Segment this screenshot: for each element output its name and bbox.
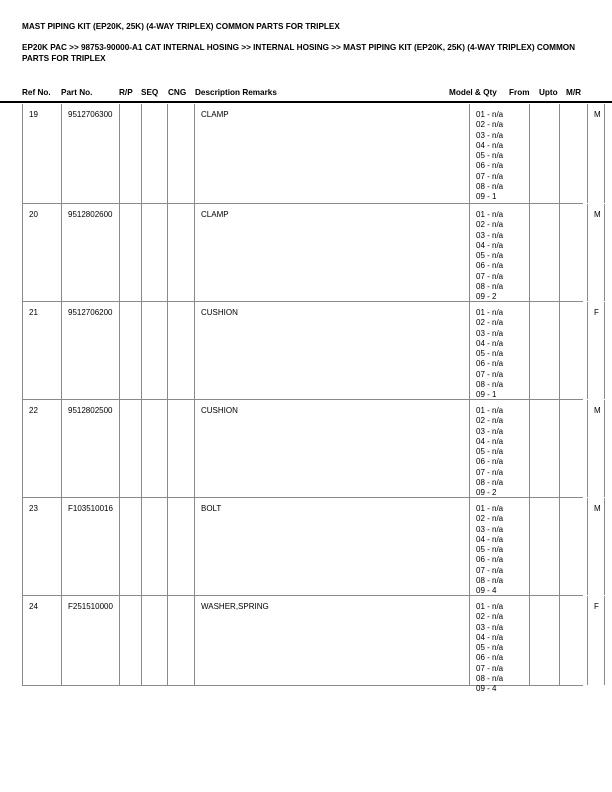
model-qty-line: 05 - n/a	[476, 251, 504, 261]
cng-cell	[167, 400, 194, 497]
model-qty-line: 01 - n/a	[476, 110, 504, 119]
upto-cell	[559, 204, 587, 301]
model-qty-line: 03 - n/a	[476, 622, 504, 632]
document-title: MAST PIPING KIT (EP20K, 25K) (4-WAY TRIPLEX) COMMON PARTS FOR TRIPLEX	[22, 22, 340, 31]
table-row	[22, 400, 601, 498]
model-qty-line: 08 - n/a	[476, 182, 504, 192]
model-qty-line: 02 - n/a	[476, 120, 504, 130]
model-qty-line: 09 - 1	[476, 192, 497, 202]
model-qty-line: 05 - n/a	[476, 447, 504, 457]
model-qty-line: 03 - n/a	[476, 426, 504, 436]
part-no-cell: F251510000	[61, 596, 119, 685]
col-upto: Upto	[539, 88, 558, 97]
description-cell: BOLT	[194, 498, 469, 595]
model-qty-line: 02 - n/a	[476, 612, 504, 622]
ref-no-cell: 23	[22, 498, 61, 595]
model-qty-line: 08 - n/a	[476, 674, 504, 684]
part-no-cell: 9512802600	[61, 204, 119, 301]
rp-cell	[119, 498, 141, 595]
part-no-cell: 9512706200	[61, 302, 119, 399]
seq-cell	[141, 104, 167, 203]
cng-cell	[167, 498, 194, 595]
seq-cell	[141, 204, 167, 301]
col-seq: SEQ	[141, 88, 159, 97]
seq-cell	[141, 400, 167, 497]
model-qty-line: 03 - n/a	[476, 524, 504, 534]
model-qty-line: 01 - n/a	[476, 308, 504, 317]
model-qty-line: 04 - n/a	[476, 632, 504, 642]
mr-cell: F	[587, 596, 605, 685]
breadcrumb: EP20K PAC >> 98753-90000-A1 CAT INTERNAL HOSING >> INTERNAL HOSING >> MAST PIPING KIT (EP20K, 25K) (4-WAY TRIPLEX) COMMON PARTS FOR TRIPLEX	[22, 43, 576, 63]
col-part-no: Part No.	[61, 88, 93, 97]
model-qty-line: 06 - n/a	[476, 653, 504, 663]
parts-table	[22, 104, 601, 694]
ref-no-cell: 20	[22, 204, 61, 301]
from-cell	[529, 204, 559, 301]
model-qty-line: 09 - 4	[476, 684, 497, 694]
from-cell	[529, 498, 559, 595]
upto-cell	[559, 302, 587, 399]
col-ref-no: Ref No.	[22, 88, 51, 97]
rp-cell	[119, 596, 141, 685]
model-qty-line: 05 - n/a	[476, 151, 504, 161]
description-cell: CLAMP	[194, 104, 469, 203]
table-row	[22, 596, 599, 694]
model-qty-line: 05 - n/a	[476, 643, 504, 653]
ref-no-cell: 19	[22, 104, 61, 203]
upto-cell	[559, 498, 587, 595]
model-qty-line: 08 - n/a	[476, 576, 504, 586]
cng-cell	[167, 104, 194, 203]
model-qty-line: 06 - n/a	[476, 359, 504, 369]
rp-cell	[119, 302, 141, 399]
rp-cell	[119, 204, 141, 301]
col-rp: R/P	[119, 88, 133, 97]
model-qty-line: 02 - n/a	[476, 514, 504, 524]
model-qty-line: 09 - 1	[476, 390, 497, 400]
from-cell	[529, 400, 559, 497]
model-qty-line: 09 - 2	[476, 292, 497, 302]
model-qty-line: 06 - n/a	[476, 161, 504, 171]
model-qty-line: 02 - n/a	[476, 318, 504, 328]
cng-cell	[167, 302, 194, 399]
description-cell: CLAMP	[194, 204, 469, 301]
mr-cell: F	[587, 302, 605, 399]
table-row	[22, 104, 601, 204]
model-qty-line: 04 - n/a	[476, 338, 504, 348]
model-qty-cell	[469, 596, 529, 694]
mr-cell: M	[587, 400, 605, 497]
mr-cell: M	[587, 104, 605, 203]
description-cell: CUSHION	[194, 302, 469, 399]
model-qty-line: 04 - n/a	[476, 436, 504, 446]
ref-no-cell: 21	[22, 302, 61, 399]
model-qty-line: 04 - n/a	[476, 240, 504, 250]
col-cng: CNG	[168, 88, 187, 97]
seq-cell	[141, 498, 167, 595]
rp-cell	[119, 104, 141, 203]
table-row	[22, 204, 601, 302]
model-qty-line: 09 - 4	[476, 586, 497, 596]
seq-cell	[141, 302, 167, 399]
part-no-cell: 9512802500	[61, 400, 119, 497]
model-qty-cell	[469, 498, 529, 595]
model-qty-line: 08 - n/a	[476, 282, 504, 292]
model-qty-line: 07 - n/a	[476, 467, 504, 477]
model-qty-line: 07 - n/a	[476, 565, 504, 575]
header-divider	[0, 101, 612, 103]
model-qty-cell	[469, 204, 529, 301]
model-qty-line: 02 - n/a	[476, 416, 504, 426]
col-model-qty: Model & Qty	[449, 88, 497, 97]
model-qty-line: 06 - n/a	[476, 261, 504, 271]
model-qty-line: 04 - n/a	[476, 534, 504, 544]
upto-cell	[559, 596, 587, 685]
ref-no-cell: 24	[22, 596, 61, 685]
model-qty-line: 07 - n/a	[476, 663, 504, 673]
model-qty-cell	[469, 400, 529, 497]
description-cell: CUSHION	[194, 400, 469, 497]
model-qty-line: 09 - 2	[476, 488, 497, 498]
model-qty-line: 01 - n/a	[476, 602, 504, 611]
ref-no-cell: 22	[22, 400, 61, 497]
model-qty-line: 06 - n/a	[476, 457, 504, 467]
model-qty-line: 07 - n/a	[476, 171, 504, 181]
model-qty-line: 04 - n/a	[476, 140, 504, 150]
mr-cell: M	[587, 498, 605, 595]
upto-cell	[559, 400, 587, 497]
from-cell	[529, 596, 559, 685]
model-qty-line: 01 - n/a	[476, 406, 504, 415]
mr-cell: M	[587, 204, 605, 301]
model-qty-line: 08 - n/a	[476, 478, 504, 488]
model-qty-line: 08 - n/a	[476, 380, 504, 390]
model-qty-line: 01 - n/a	[476, 504, 504, 513]
part-no-cell: F103510016	[61, 498, 119, 595]
model-qty-line: 06 - n/a	[476, 555, 504, 565]
table-row	[22, 302, 599, 400]
model-qty-line: 03 - n/a	[476, 230, 504, 240]
model-qty-line: 07 - n/a	[476, 369, 504, 379]
model-qty-line: 02 - n/a	[476, 220, 504, 230]
model-qty-line: 03 - n/a	[476, 328, 504, 338]
seq-cell	[141, 596, 167, 685]
model-qty-line: 05 - n/a	[476, 349, 504, 359]
col-mr: M/R	[566, 88, 582, 97]
description-cell: WASHER,SPRING	[194, 596, 469, 685]
model-qty-cell	[469, 302, 529, 399]
cng-cell	[167, 596, 194, 685]
model-qty-cell	[469, 104, 529, 203]
model-qty-line: 03 - n/a	[476, 130, 504, 140]
model-qty-line: 01 - n/a	[476, 210, 504, 219]
part-no-cell: 9512706300	[61, 104, 119, 203]
rp-cell	[119, 400, 141, 497]
model-qty-line: 05 - n/a	[476, 545, 504, 555]
from-cell	[529, 302, 559, 399]
model-qty-line: 07 - n/a	[476, 271, 504, 281]
col-description: Description Remarks	[195, 88, 277, 97]
upto-cell	[559, 104, 587, 203]
table-row	[22, 498, 601, 596]
cng-cell	[167, 204, 194, 301]
col-from: From	[509, 88, 530, 97]
from-cell	[529, 104, 559, 203]
